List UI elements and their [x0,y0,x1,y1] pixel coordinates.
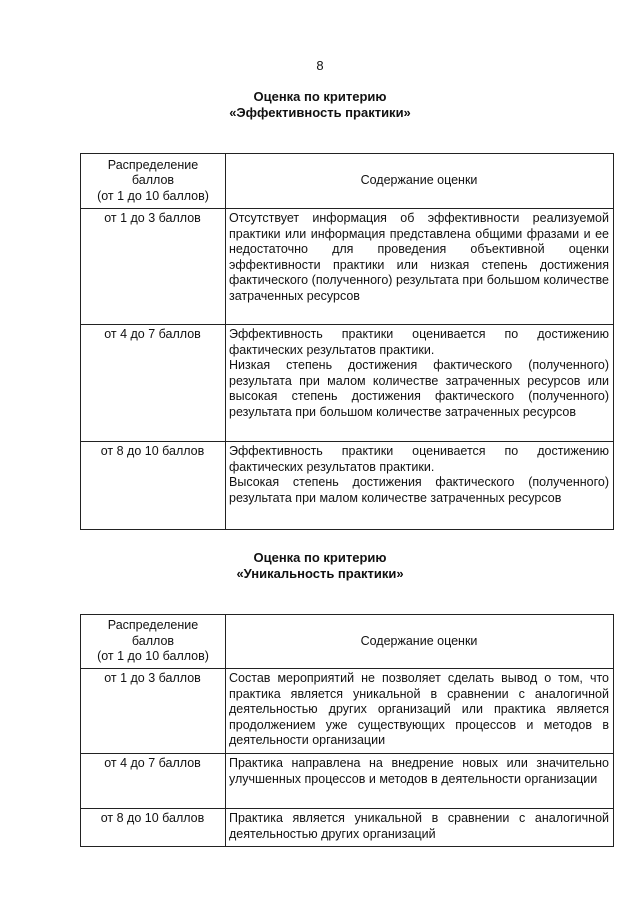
assessment-description [226,209,614,325]
score-range: от 8 до 10 баллов [81,442,226,530]
table-row [81,442,614,530]
section-title-line1: Оценка по критерию [253,550,387,565]
description-paragraph: Низкая степень достижения фактического (полученного) результата при малом количестве затраченных ресурсов или высокая степень достижения фактического (полученного) результата при большом количестве затраченных ресурсов [229,358,609,419]
description-paragraph: Отсутствует информация об эффективности реализуемой практики или информация представлена общими фразами и ее недостаточно для проведения объективной оценки эффективности практики или низкая степень достижения фактического (полученного) результата при большом количестве затраченных ресурсов [229,211,609,303]
table-row [81,669,614,754]
description-paragraph: Эффективность практики оценивается по достижению фактических результатов практики. [229,327,609,357]
section-title-line2: «Эффективность практики» [229,105,411,120]
description-paragraph: Состав мероприятий не позволяет сделать вывод о том, что практика является уникальной в сравнении с аналогичной деятельностью других организаций или практика является продолжением уже существующих процессов и методов в деятельности организации [229,671,609,747]
section-title-line2: «Уникальность практики» [236,566,404,581]
assessment-description [226,325,614,442]
header-assessment-content: Содержание оценки [226,154,614,209]
uniqueness-criteria-table [80,614,614,847]
score-range: от 1 до 3 баллов [81,209,226,325]
score-range: от 4 до 7 баллов [81,325,226,442]
score-range: от 8 до 10 баллов [81,809,226,847]
table-row [81,809,614,847]
page-number: 8 [316,58,324,73]
section-title-efficiency [0,89,640,121]
description-paragraph: Эффективность практики оценивается по достижению фактических результатов практики. [229,444,609,474]
header-line: Распределение [107,618,199,633]
score-range: от 1 до 3 баллов [81,669,226,754]
description-paragraph: Высокая степень достижения фактического (полученного) результата при малом количестве затраченных ресурсов [229,475,609,505]
assessment-description [226,442,614,530]
header-line: Распределение [107,157,199,172]
score-range: от 4 до 7 баллов [81,754,226,809]
assessment-description [226,809,614,847]
table-row [81,754,614,809]
table-header-row [81,154,614,209]
table-row [81,209,614,325]
assessment-description [226,669,614,754]
header-score-distribution [81,615,226,669]
assessment-description [226,754,614,809]
description-paragraph: Практика является уникальной в сравнении с аналогичной деятельностью других организаций [229,811,609,841]
description-paragraph: Практика направлена на внедрение новых или значительно улучшенных процессов и методов в деятельности организации [229,756,609,786]
section-title-uniqueness [0,550,640,582]
header-line: баллов [131,173,175,188]
header-assessment-content: Содержание оценки [226,615,614,669]
efficiency-criteria-table [80,153,614,530]
table-header-row [81,615,614,669]
header-score-distribution [81,154,226,209]
table-row [81,325,614,442]
header-line: баллов [131,633,175,648]
header-line: (от 1 до 10 баллов) [97,188,209,203]
header-line: (от 1 до 10 баллов) [97,649,209,664]
section-title-line1: Оценка по критерию [253,89,387,104]
